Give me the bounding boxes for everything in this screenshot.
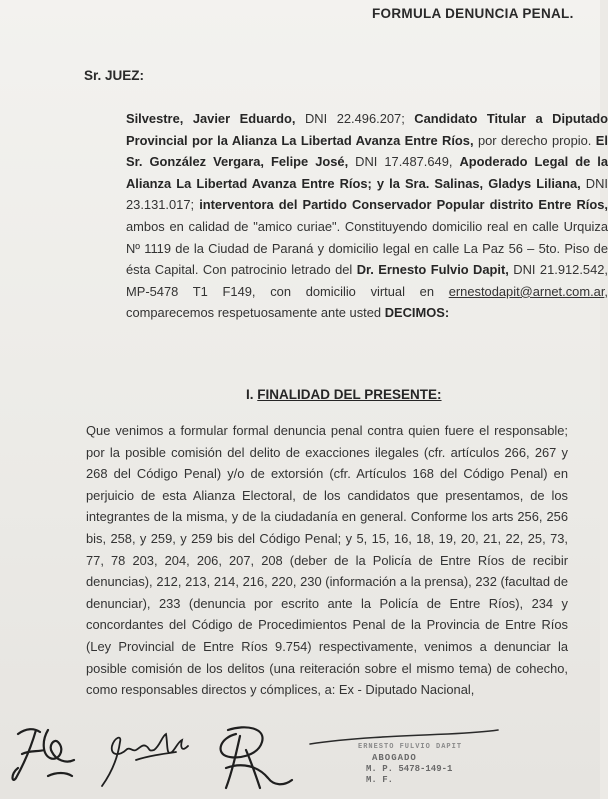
- intro-paragraph: [86, 108, 608, 324]
- third-party-dni: DNI 23.131.017;: [126, 175, 608, 213]
- section-title-text: FINALIDAD DEL PRESENTE:: [257, 387, 442, 402]
- lawyer-name: Dr. Ernesto Fulvio Dapit,: [356, 262, 509, 278]
- signature-row: [0, 712, 600, 799]
- plaintiff-dni: DNI 22.496.207;: [295, 111, 415, 126]
- plaintiff-name: Silvestre, Javier Eduardo,: [126, 111, 296, 126]
- appearance-text: , comparecemos respetuosamente ante usted: [126, 283, 608, 321]
- third-party-role: interventora del Partido Conservador Popular distrito Entre Ríos,: [199, 197, 608, 213]
- signature-2: [96, 716, 196, 796]
- email-link[interactable]: ernestodapit@arnet.com.ar: [448, 283, 605, 299]
- stamp-title: ABOGADO: [372, 753, 417, 763]
- proxy-name: El Sr. González Vergara, Felipe José,: [126, 132, 608, 170]
- lawyer-credentials: DNI 21.912.542, MP-5478 T1 F149, con domicilio virtual en: [126, 262, 608, 299]
- proxy-role-and-third-party: Apoderado Legal de la Alianza La Libertad Avanza Entre Ríos; y la Sra. Salinas, Gladys Liliana,: [126, 154, 608, 191]
- stamp-mf: M. F.: [366, 775, 394, 785]
- body-paragraph: Que venimos a formular formal denuncia penal contra quien fuere el responsable; por la posible comisión del delito de exacciones ilegales (cfr. artículos 266, 267 y 268 del Código Penal) y/o de extorsión (cfr. Artículos 168 del Código Penal) en perjuicio de esta Alianza Electoral, de los candidatos que presentamos, de los integrantes de la misma, y de la ciudadanía en general. Conforme los arts 256, 256 bis, 258, y 259, y 259 bis del Código Penal; y 5, 15, 16, 18, 19, 20, 21, 22, 25, 73, 77, 78 203, 204, 206, 207, 208 (deber de la Policía de Entre Ríos de recibir denuncias), 212, 213, 214, 216, 220, 230 (información a la prensa), 232 (facultad de denunciar), 233 (denuncia por escrito ante la Policía de Entre Ríos), 234 y concordantes del Código de Procedimientos Penal de la Provincia de Entre Ríos (Ley Provincial de Entre Ríos 9.754) respectivamente, venimos a denunciar la posible comisión de los delitos (una reiteración sobre el mismo tema) de cohecho, como responsables directos y cómplices, a: Ex - Diputado Nacional,: [86, 423, 568, 698]
- lawyer-stamp: [358, 742, 463, 786]
- signature-3: [206, 720, 298, 796]
- document-title: FORMULA DENUNCIA PENAL.: [372, 6, 574, 21]
- proxy-dni: DNI 17.487.649,: [348, 154, 460, 170]
- domicile-text: ambos en calidad de "amico curiae". Constituyendo domicilio real en calle Urquiza Nº 1119 de la Ciudad de Paraná y domicilio legal en calle La Paz 56 – 5to. Piso de ésta Capital. Con patrocinio letrado del: [126, 218, 608, 278]
- section-number: I.: [246, 387, 258, 402]
- section-heading: [246, 387, 442, 402]
- salutation: Sr. JUEZ:: [84, 68, 145, 83]
- stamp-name: ERNESTO FULVIO DAPIT: [358, 743, 463, 751]
- stamp-mp: M. P. 5478-149-1: [366, 764, 453, 774]
- plaintiff-capacity: por derecho propio.: [473, 132, 596, 148]
- signature-1: [8, 720, 80, 790]
- plaintiff-role: Candidato Titular a Diputado Provincial por la Alianza La Libertad Avanza Entre Ríos,: [126, 111, 608, 148]
- decimos-keyword: DECIMOS:: [384, 305, 450, 321]
